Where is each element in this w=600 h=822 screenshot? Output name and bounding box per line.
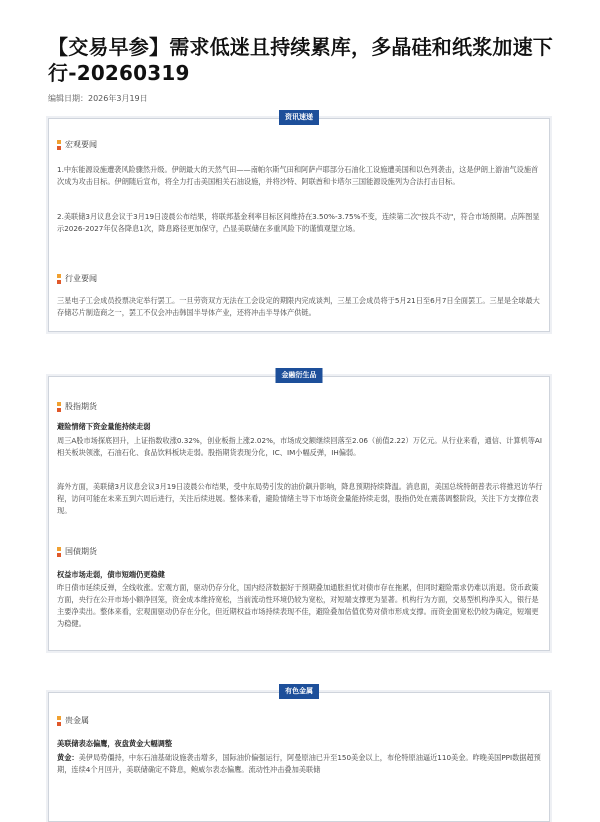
bond-futures-label: 国债期货	[65, 547, 97, 556]
macro-paragraph-2: 2.美联储3月议息会议于3月19日凌晨公布结果，将联邦基金利率目标区间维持在3.50%-3.75%不变，连续第二次"按兵不动"，符合市场预期。点阵图显示2026-2027年仅各降息1次，降息路径更加保守，凸显美联储在多重风险下的谨慎观望立场。	[57, 212, 540, 233]
metals-section	[48, 687, 550, 822]
index-futures-label: 股指期货	[65, 402, 97, 411]
bullet-icon	[57, 402, 61, 412]
bullet-icon	[57, 716, 61, 726]
precious-heading: 美联储表态偏鹰，夜盘黄金大幅调整	[57, 739, 173, 748]
derivatives-banner: 金融衍生品	[276, 368, 323, 383]
industry-paragraph: 三星电子工会成员投票决定举行罢工。一旦劳资双方无法在工会设定的期限内完成谈判，三星工会成员将于5月21日至6月7日全面罢工。三星是全球最大存储芯片制造商之一，罢工不仅会冲击韩国半导体产业，还将冲击半导体产供链。	[57, 296, 540, 317]
bond-futures-subheading	[57, 546, 97, 557]
macro-label: 宏观要闻	[65, 140, 97, 149]
index-paragraph-2: 海外方面，美联储3月议息会议3月19日凌晨公布结果，受中东局势引发的油价飙升影响，降息预期持续降温。消息面，美国总统特朗普表示将推迟访华行程，访问可能在未来五到六周后进行，关注后续进展。整体来看，避险情绪主导下市场资金量能持续走弱，股指仍处在震荡调整阶段，关注下方支撑位表现。	[57, 482, 543, 515]
macro-subheading	[57, 139, 97, 150]
derivatives-section	[48, 371, 550, 651]
industry-label: 行业要闻	[65, 274, 97, 283]
news-section	[48, 113, 550, 332]
precious-metals-label: 贵金属	[65, 716, 89, 725]
bullet-icon	[57, 140, 61, 150]
precious-metals-subheading	[57, 715, 89, 726]
bond-heading: 权益市场走弱，债市短端仍更稳健	[57, 570, 165, 579]
gold-label: 黄金：	[57, 753, 79, 762]
bullet-icon	[57, 547, 61, 557]
gold-paragraph	[57, 752, 543, 776]
index-paragraph-1: 周三A股市场探底回升，上证指数收涨0.32%，创业板指上涨2.02%，市场成交额继续回落至2.06（前值2.22）万亿元。从行业来看，通信、计算机等AI相关板块领涨，石油石化、食品饮料板块走弱。股指期货表现分化，IC、IM小幅反弹，IH偏弱。	[57, 436, 542, 457]
edit-date: 编辑日期：2026年3月19日	[48, 94, 148, 103]
bullet-icon	[57, 274, 61, 284]
article-title: 【交易早参】需求低迷且持续累库，多晶硅和纸浆加速下行-20260319	[48, 35, 553, 85]
macro-paragraph-1: 1.中东能源设施遭袭风险骤然升级。伊朗最大的天然气田——南帕尔斯气田和阿萨卢耶部分石油化工设施遭美国和以色列袭击，这是伊朗上游油气设施首次成为攻击目标。伊朗随后宣布，将全力打击美国相关石油设施，并将沙特、阿联酋和卡塔尔三国能源设施列为合法打击目标。	[57, 165, 539, 186]
gold-text: 美伊局势僵持，中东石油基础设施袭击增多，国际油价偏强运行，阿曼原油已升至150美金以上，布伦特原油逼近110美金。昨晚美国PPI数据超预期，连续4个月回升，美联储确定不降息，鲍威尔表态偏鹰。流动性冲击叠加美联储	[57, 753, 541, 774]
index-heading: 避险情绪下资金量能持续走弱	[57, 422, 151, 431]
bond-paragraph-1: 昨日债市延续反弹，全线收涨。宏观方面，驱动仍存分化，国内经济数据好于预期叠加通胀担忧对债市存在拖累，但同时避险需求仍难以消退。货币政策方面，央行在公开市场小额净回笼，资金成本维持宽松，当前流动性环境仍较为宽松，对短端支撑更为显著。机构行为方面，交易型机构净买入，银行是主要净卖出。整体来看，宏观面驱动仍存在分化，但近期权益市场持续表现不佳，避险叠加估值优势对债市形成支撑。而资金面宽松仍较为确定，短端更为稳健。	[57, 583, 539, 628]
news-banner: 资讯速递	[279, 110, 319, 125]
metals-banner: 有色金属	[279, 684, 319, 699]
industry-subheading	[57, 273, 97, 284]
index-futures-subheading	[57, 401, 97, 412]
